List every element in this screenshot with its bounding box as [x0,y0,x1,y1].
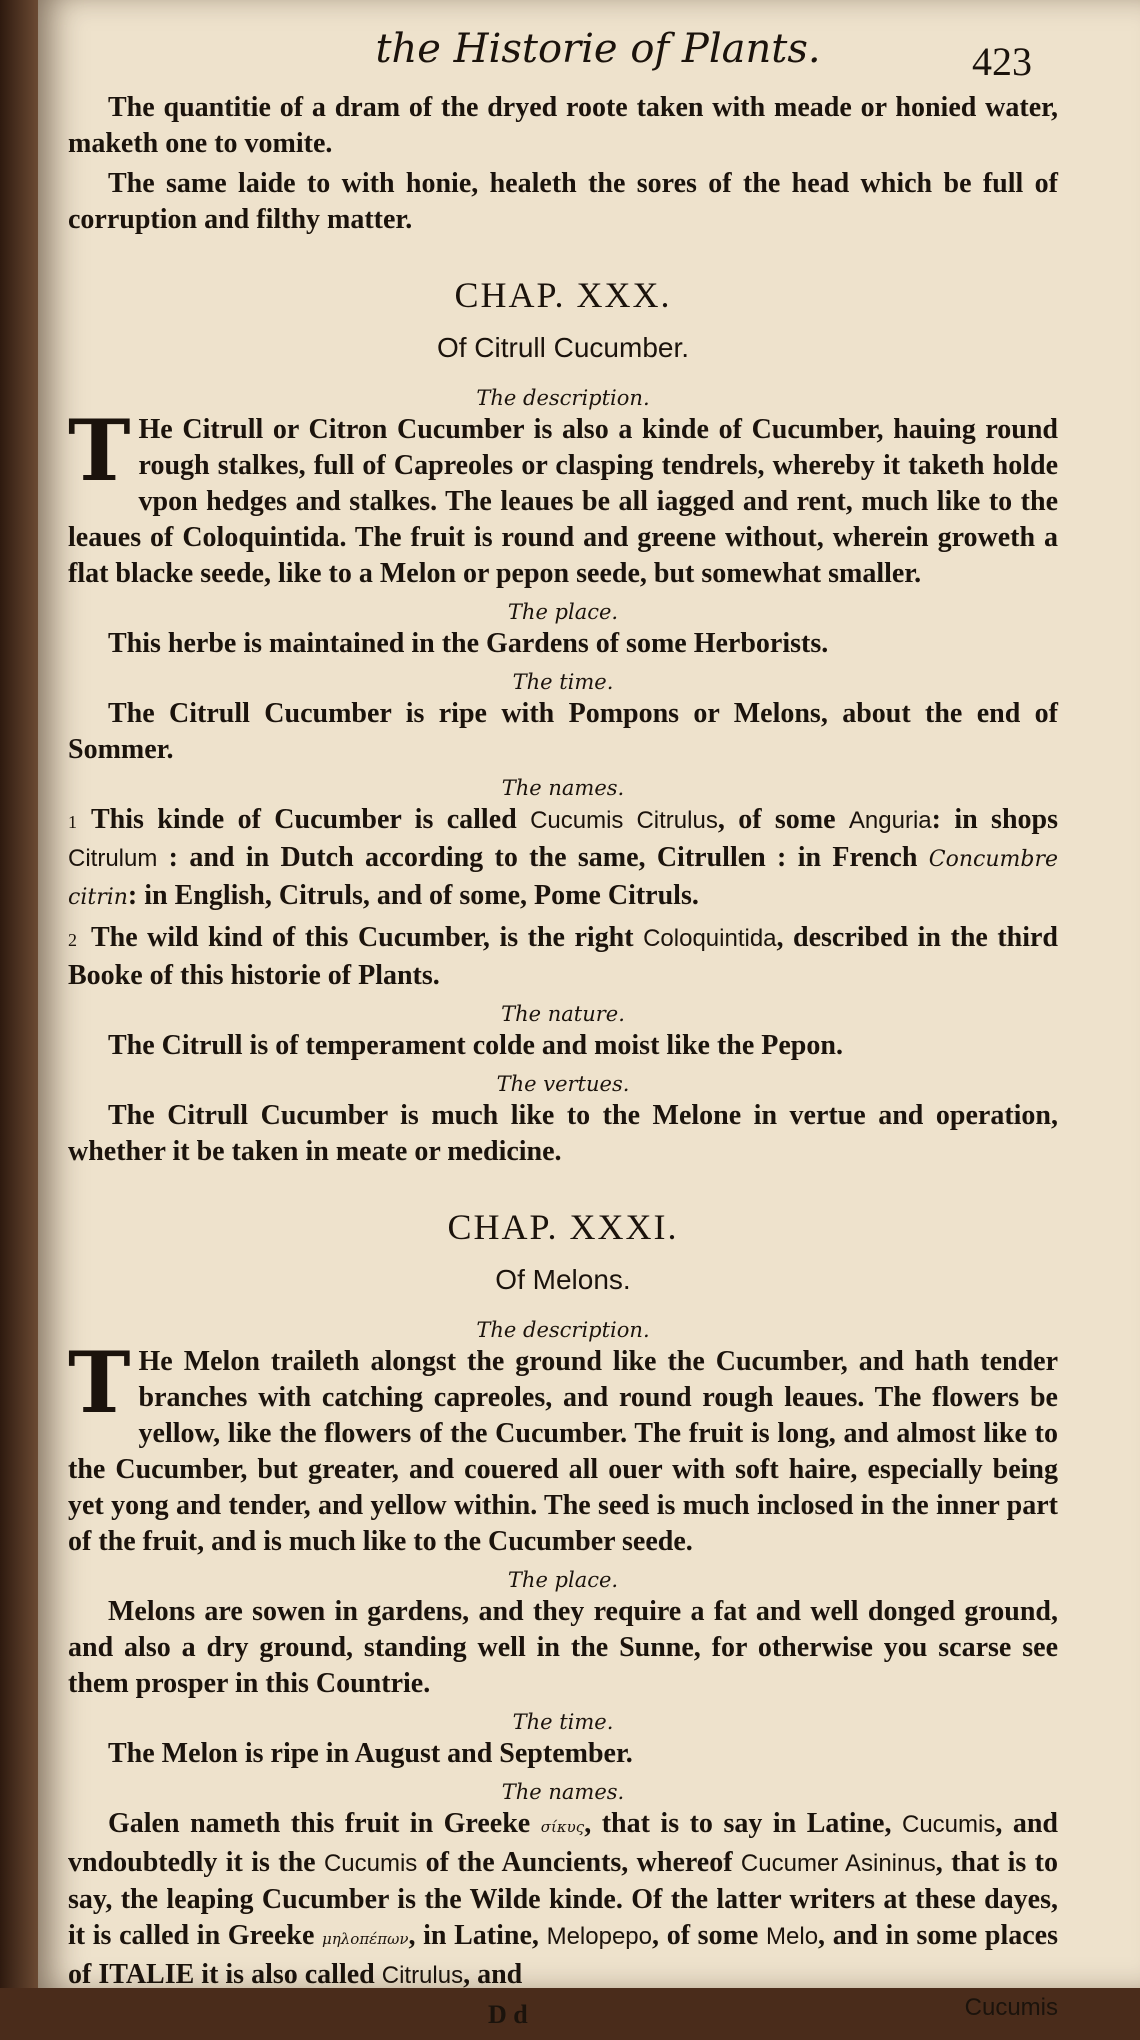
names-text: , and vndoubtedly it is the [68,1808,1058,1878]
description-paragraph [68,1333,1058,1560]
chapter-heading: CHAP. XXX. [454,275,672,315]
latin-name: Cucumer Asininus [740,1850,936,1877]
catchword: Cucumis [964,1994,1058,2021]
names-text: , that is to say in Latine, [584,1808,902,1839]
chapter-title: Of Melons. [495,1264,631,1295]
greek-name: μηλοπέπων [322,1930,409,1948]
names-paragraph [68,1806,1058,1994]
time-paragraph: The Citrull Cucumber is ripe with Pompons or Melons, about the end of Sommer. [68,698,1058,765]
description-text: He Citrull or Citron Cucumber is also a kinde of Cucumber, hauing round rough stalkes, full of Capreoles or clasping tendrels, whereby it taketh holde vpon hedges and stalkes. The leaues be all iagged and rent, much like to the leaues of Coloquintida. The fruit is round and greene without, wherein groweth a flat blacke seede, like to a Melon or pepon seede, but somewhat smaller. [68,414,1058,589]
names-text: : and in Dutch according to the same, Citrullen : in French [157,842,929,873]
carryover-paragraph: The quantitie of a dram of the dryed roote taken with meade or honied water, maketh one to vomite. [68,92,1058,159]
latin-name: Cucumis [323,1850,418,1877]
latin-name: Melopepo [546,1923,653,1950]
vertues-paragraph: The Citrull Cucumber is much like to the Melone in vertue and operation, whether it be taken in meate or medicine. [68,1100,1058,1167]
time-paragraph: The Melon is ripe in August and September. [108,1738,633,1769]
section-heading-vertues: The vertues. [496,1072,630,1096]
section-heading-description: The description. [476,1318,650,1342]
names-text: The wild kind of this Cucumber, is the right [91,922,644,953]
names-text: , described in the third Booke of this historie of Plants. [68,922,1058,991]
carryover-paragraph: The same laide to with honie, healeth the sores of the head which be full of corruption and filthy matter. [68,168,1058,235]
names-text: : in English, Citruls, and of some, Pome Citruls. [127,880,699,911]
place-paragraph: Melons are sowen in gardens, and they require a fat and well donged ground, and also a dry ground, standing well in the Sunne, for otherwise you scarse see them prosper in this Countrie. [68,1596,1058,1699]
section-heading-names: The names. [501,1780,625,1804]
names-text: , and [463,1959,523,1990]
latin-name: Citrulus [381,1962,464,1989]
names-text: , of some [717,804,849,835]
latin-name: Cucumis [901,1811,996,1838]
names-text: , and in some places of ITALIE it is also called [68,1920,1058,1990]
drop-cap: T [68,401,131,500]
names-text: , that is to say, the leaping Cucumber is the Wilde kinde. Of the latter writers at these dayes, it is called in Greeke [68,1847,1059,1951]
book-gutter [0,0,38,1988]
signature-mark: D d [488,2000,528,2029]
greek-name: σίκυς [540,1818,585,1836]
latin-name: Cucumis Citrulus [530,807,718,834]
section-heading-place: The place. [507,1568,619,1592]
section-heading-nature: The nature. [501,1002,625,1026]
book-page [38,0,1140,2029]
paragraph-number: 2 [68,930,77,950]
french-name: Concumbre citrin [68,847,1058,910]
description-text: He Melon traileth alongst the ground like the Cucumber, and hath tender branches with catching capreoles, and round rough leaues. The flowers be yellow, like the flowers of the Cucumber. The fruit is long, and almost like to the Cucumber, but greater, and couered all ouer with soft haire, especially being yet yong and tender, and yellow within. The seed is much inclosed in the inner part of the fruit, and is much like to the Cucumber seede. [68,1346,1058,1557]
names-text: , in Latine, [408,1920,547,1951]
place-paragraph: This herbe is maintained in the Gardens of some Herborists. [108,628,829,659]
drop-cap: T [68,1333,131,1432]
names-paragraph-1 [68,802,1058,916]
section-heading-place: The place. [507,600,619,624]
running-title: the Historie of Plants. [375,26,821,72]
section-heading-names: The names. [501,776,625,800]
latin-name: Anguria [848,807,932,834]
names-text: of the Auncients, whereof [417,1847,741,1878]
chapter-heading: CHAP. XXXI. [447,1207,679,1247]
names-text: Galen nameth this fruit in Greeke [108,1808,541,1839]
latin-name: Melo [766,1923,819,1950]
names-text: This kinde of Cucumber is called [91,804,531,835]
latin-name: Citrulum [68,845,158,872]
names-text: , of some [652,1920,767,1951]
page-body [68,90,1058,2040]
page-footer [68,1994,1058,2040]
names-text: : in shops [931,804,1058,835]
chapter-title: Of Citrull Cucumber. [436,332,690,363]
section-heading-time: The time. [512,1710,614,1734]
nature-paragraph: The Citrull is of temperament colde and moist like the Pepon. [108,1030,843,1061]
paragraph-number: 1 [68,812,77,832]
section-heading-time: The time. [512,670,614,694]
section-heading-description: The description. [476,386,650,410]
latin-name: Coloquintida [643,925,777,952]
page-number: 423 [972,39,1032,84]
description-paragraph [68,401,1058,592]
names-paragraph-2 [68,920,1058,994]
